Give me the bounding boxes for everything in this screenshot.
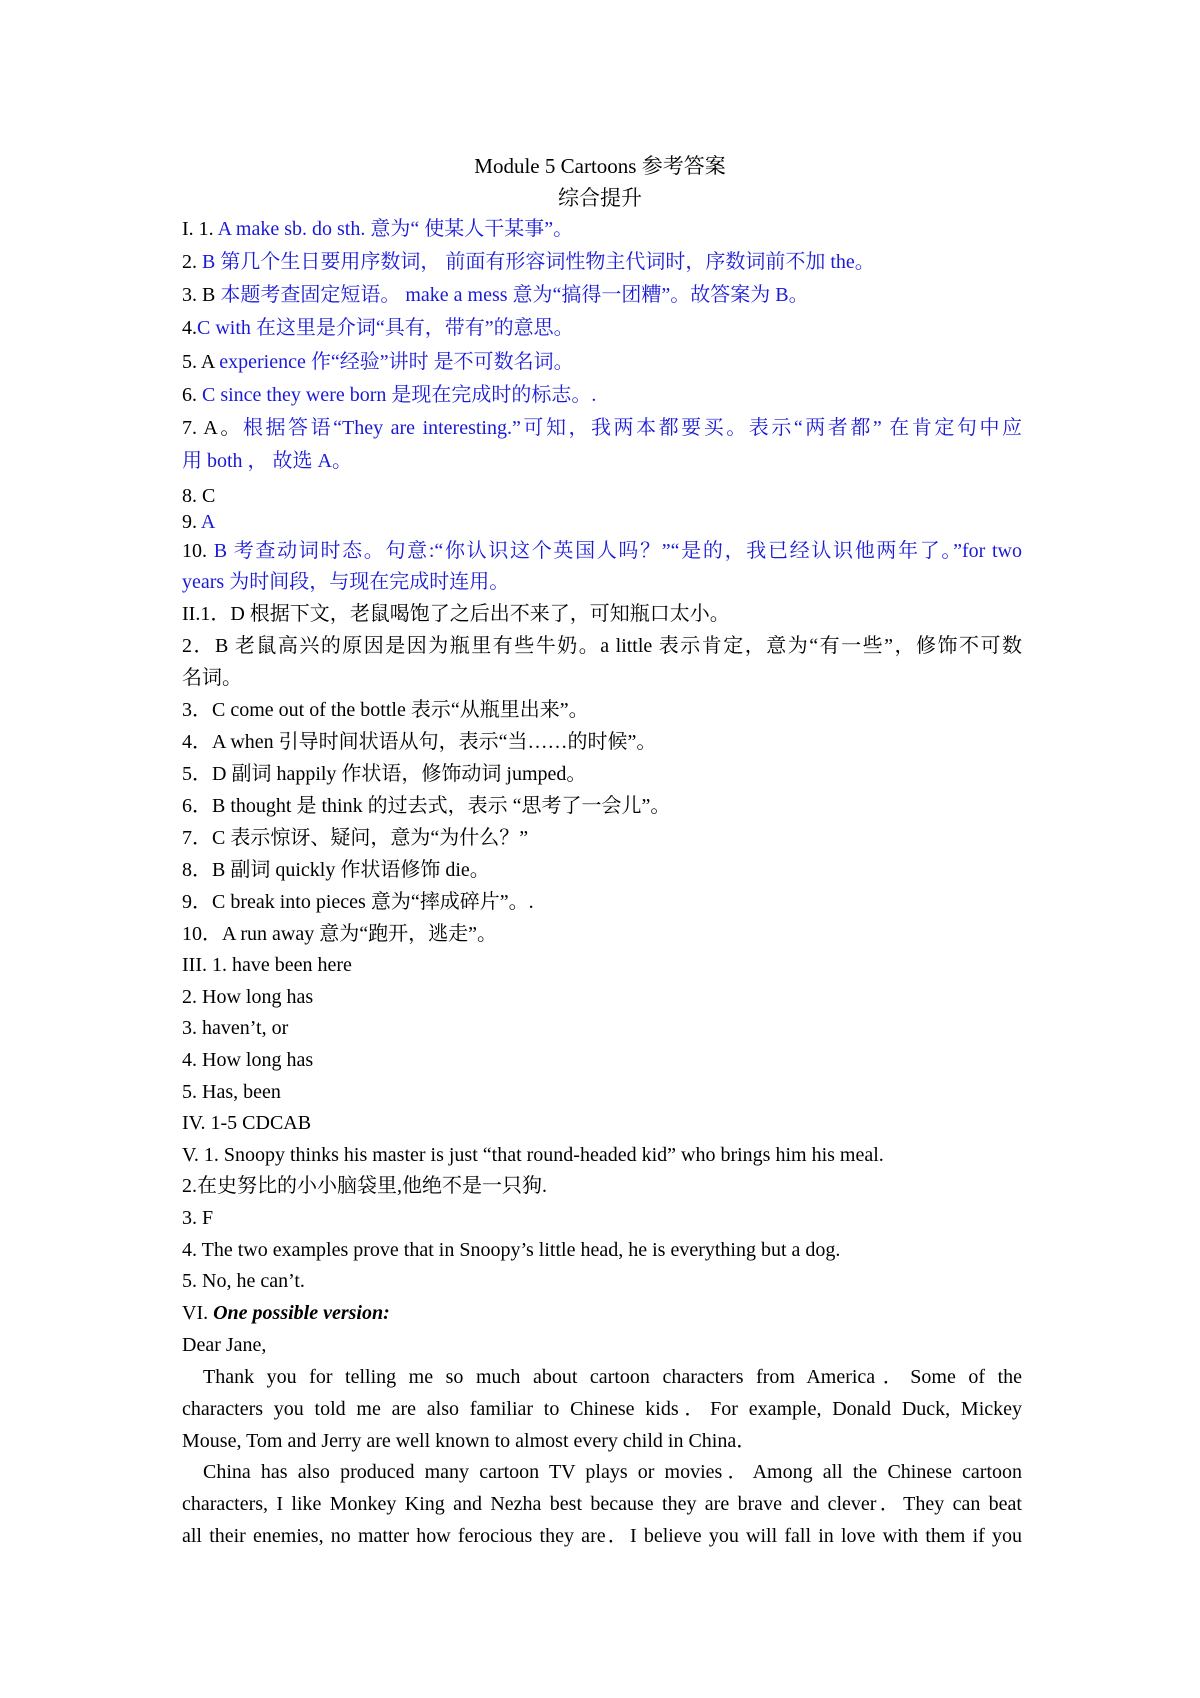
section2-line2b: 名词。 [182,667,242,689]
section2-line4: 4．A when 引导时间状语从句，表示“当……的时候”。 [182,731,657,753]
section3-line5: 5. Has, been [182,1081,281,1103]
section2-line7: 7．C 表示惊讶、疑问，意为“为什么？” [182,827,529,849]
section2-line10: 10．A run away 意为“跑开，逃走”。 [182,923,497,945]
section1-line7b: 用 both ， 故选 A。 [182,450,352,472]
section2-line5: 5．D 副词 happily 作状语，修饰动词 jumped。 [182,763,587,785]
letter-greeting: Dear Jane, [182,1334,267,1356]
section1-line10b: years 为时间段，与现在完成时连用。 [182,571,510,593]
section1-line9: 9. A [182,511,216,533]
page-subtitle: 综合提升 [558,186,642,210]
section5-line2: 2.在史努比的小小脑袋里,他绝不是一只狗. [182,1175,547,1197]
letter-p2-line3: all their enemies, no matter how ferocious they are．I believe you will fall in love with them if you [182,1525,1022,1547]
section1-line1: I. 1. A make sb. do sth. 意为“ 使某人干某事”。 [182,218,574,240]
letter-p1-line1: Thank you for telling me so much about cartoon characters from America．Some of the [203,1366,1022,1388]
section1-line7a: 7. A。根据答语“They are interesting.”可知，我两本都要买。表示“两者都” 在肯定句中应 [182,417,1022,439]
section5-line5: 5. No, he can’t. [182,1270,305,1292]
section2-line2a: 2．B 老鼠高兴的原因是因为瓶里有些牛奶。a little 表示肯定，意为“有一些”，修饰不可数 [182,635,1022,657]
section1-line8: 8. C [182,485,216,507]
section1-line2: 2. B 第几个生日要用序数词， 前面有形容词性物主代词时，序数词前不加 the。 [182,251,875,273]
section5-line4: 4. The two examples prove that in Snoopy’s little head, he is everything but a dog. [182,1239,841,1261]
section1-line4: 4.C with 在这里是介词“具有，带有”的意思。 [182,317,574,339]
letter-p2-line1: China has also produced many cartoon TV plays or movies．Among all the Chinese cartoon [203,1461,1022,1483]
section5-line1: V. 1. Snoopy thinks his master is just “that round-headed kid” who brings him his meal. [182,1144,884,1166]
section3-line4: 4. How long has [182,1049,314,1071]
section1-line6: 6. C since they were born 是现在完成时的标志。. [182,384,597,406]
letter-p1-line3: Mouse, Tom and Jerry are well known to almost every child in China． [182,1430,757,1452]
section3-line1: III. 1. have been here [182,954,352,976]
section2-line3: 3．C come out of the bottle 表示“从瓶里出来”。 [182,699,589,721]
section1-line3: 3. B 本题考查固定短语。 make a mess 意为“搞得一团糟”。故答案为 B。 [182,284,809,306]
section3-line3: 3. haven’t, or [182,1017,289,1039]
section4-line1: IV. 1-5 CDCAB [182,1112,312,1134]
section1-line5: 5. A experience 作“经验”讲时 是不可数名词。 [182,351,574,373]
section1-line10a: 10. B 考查动词时态。句意:“你认识这个英国人吗？”“是的，我已经认识他两年了。”for two [182,540,1022,562]
section2-line1: II.1．D 根据下文，老鼠喝饱了之后出不来了，可知瓶口太小。 [182,603,730,625]
section6-heading: VI. One possible version: [182,1302,390,1324]
letter-p2-line2: characters, I like Monkey King and Nezha best because they are brave and clever．They can beat [182,1493,1022,1515]
page-title: Module 5 Cartoons 参考答案 [474,154,726,178]
letter-p1-line2: characters you told me are also familiar to Chinese kids．For example, Donald Duck, Mickey [182,1398,1022,1420]
section5-line3: 3. F [182,1207,214,1229]
section2-line9: 9．C break into pieces 意为“摔成碎片”。. [182,891,534,913]
section2-line8: 8．B 副词 quickly 作状语修饰 die。 [182,859,490,881]
section2-line6: 6．B thought 是 think 的过去式，表示 “思考了一会儿”。 [182,795,671,817]
section3-line2: 2. How long has [182,986,314,1008]
